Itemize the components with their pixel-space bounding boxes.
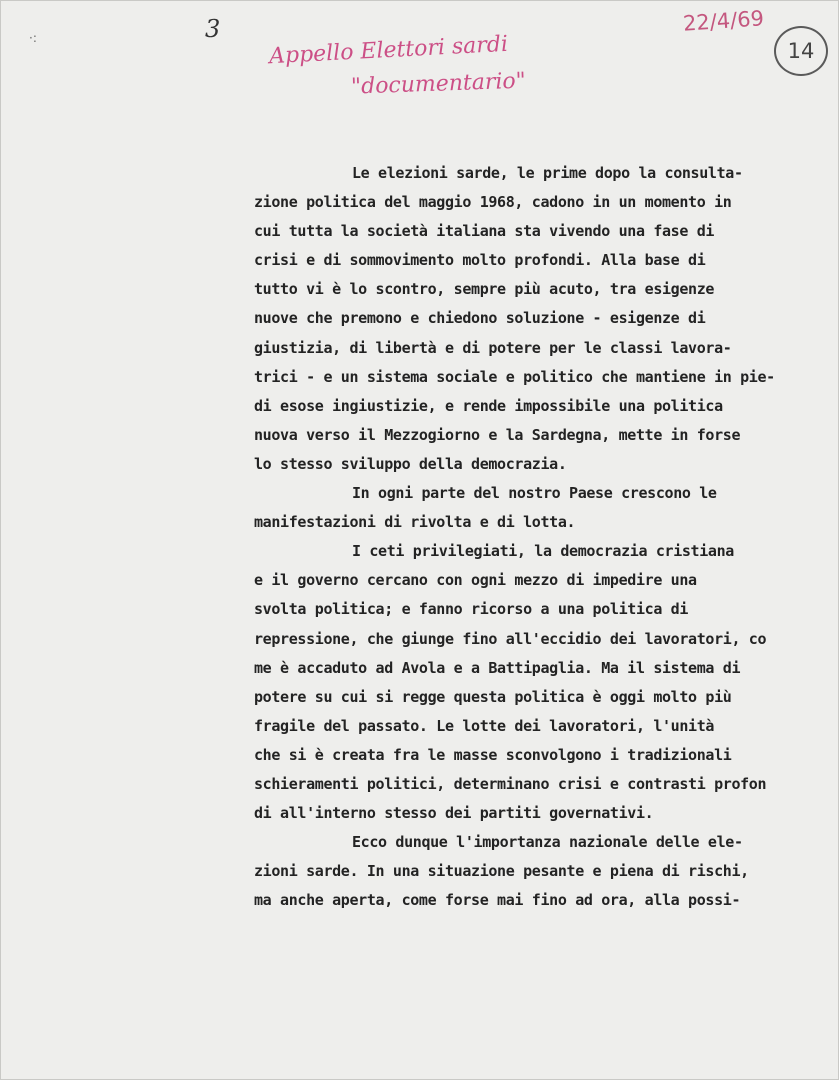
ink-speck: ·: (29, 31, 37, 45)
text-line: schieramenti politici, determinano crisi e contrasti profon (254, 774, 767, 793)
text-line: Le elezioni sarde, le prime dopo la consulta- (352, 164, 743, 182)
handwritten-title-line: "documentario" (350, 68, 527, 100)
text-line: nuova verso il Mezzogiorno e la Sardegna, mette in forse (254, 425, 741, 444)
text-line: nuove che premono e chiedono soluzione - esigenze di (254, 309, 706, 328)
text-line: fragile del passato. Le lotte dei lavoratori, l'unità (254, 716, 715, 735)
text-line: Ecco dunque l'importanza nazionale delle ele- (352, 833, 743, 852)
text-line: potere su cui si regge questa politica è oggi molto più (254, 687, 732, 706)
text-line: cui tutta la società italiana sta vivendo una fase di (254, 222, 715, 241)
text-line: trici - e un sistema sociale e politico che mantiene in pie- (254, 367, 775, 386)
typed-body-text (254, 159, 834, 915)
text-line: zioni sarde. In una situazione pesante e piena di rischi, (254, 862, 749, 881)
text-line: crisi e di sommovimento molto profondi. Alla base di (254, 251, 706, 270)
text-line: di all'interno stesso dei partiti governativi. (254, 804, 654, 823)
circled-page-number: 14 (774, 26, 828, 76)
text-line: zione politica del maggio 1968, cadono in un momento in (254, 193, 732, 212)
archive-watermark (9, 991, 159, 1071)
text-line: repressione, che giunge fino all'eccidio dei lavoratori, co (254, 629, 767, 648)
text-line: ma anche aperta, come forse mai fino ad ora, alla possi- (254, 891, 741, 910)
text-line: I ceti privilegiati, la democrazia cristiana (352, 542, 734, 561)
handwritten-date: 22/4/69 (682, 6, 765, 36)
text-line: manifestazioni di rivolta e di lotta. (254, 513, 576, 532)
text-line: svolta politica; e fanno ricorso a una politica di (254, 600, 689, 619)
text-line: di esose ingiustizie, e rende impossibile una politica (254, 396, 723, 415)
handwritten-title (267, 31, 587, 103)
text-line: giustizia, di libertà e di potere per le classi lavora- (254, 338, 732, 357)
pencil-mark: 3 (205, 15, 221, 43)
handwritten-title-line: Appello Elettori sardi (268, 31, 509, 70)
text-line: me è accaduto ad Avola e a Battipaglia. Ma il sistema di (254, 658, 741, 677)
text-line: lo stesso sviluppo della democrazia. (254, 454, 567, 473)
text-line: In ogni parte del nostro Paese crescono le (352, 484, 717, 503)
text-line: che si è creata fra le masse sconvolgono i tradizionali (254, 745, 732, 764)
text-line: e il governo cercano con ogni mezzo di impedire una (254, 571, 697, 590)
text-line: tutto vi è lo scontro, sempre più acuto, tra esigenze (254, 280, 715, 299)
